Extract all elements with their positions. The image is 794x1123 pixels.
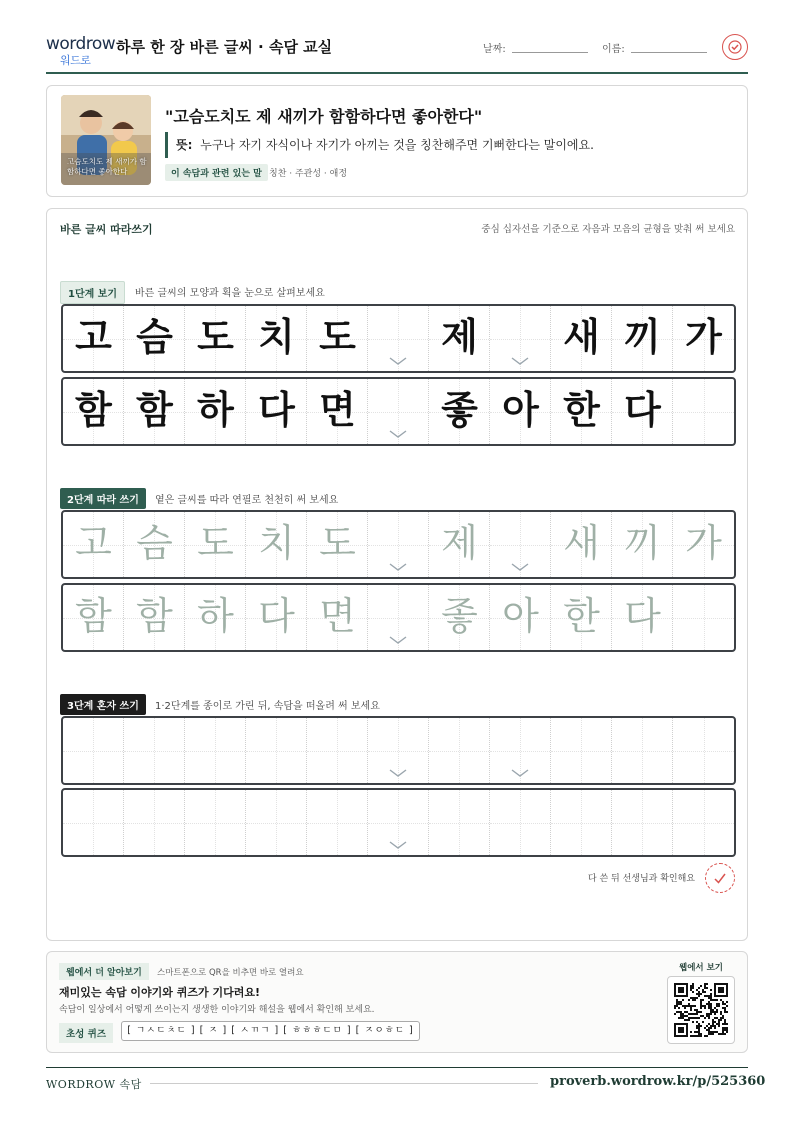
grid-cell[interactable] (185, 512, 246, 577)
grid-cell[interactable] (124, 790, 185, 855)
space-mark-icon (511, 357, 529, 365)
glyph: 좋 (441, 388, 478, 432)
grid-cell (185, 306, 246, 371)
date-label: 날짜: (483, 44, 506, 55)
grid-cell[interactable] (368, 512, 429, 577)
practice-hint: 중심 십자선을 기준으로 자음과 모음의 균형을 맞춰 써 보세요 (481, 224, 735, 235)
grid-cell[interactable] (429, 585, 490, 650)
step2-badge: 2단계 따라 쓰기 (60, 488, 146, 509)
grid-cell (673, 379, 734, 444)
glyph: 슴 (136, 521, 173, 565)
glyph: 도 (319, 315, 356, 359)
grid-cell[interactable] (551, 790, 612, 855)
quiz-badge: 초성 퀴즈 (59, 1023, 113, 1043)
space-mark-icon (389, 636, 407, 644)
proverb-meaning (165, 132, 594, 158)
step3-row-2[interactable] (61, 788, 736, 857)
grid-cell[interactable] (490, 585, 551, 650)
glyph: 한 (563, 594, 600, 638)
glyph: 면 (319, 388, 356, 432)
grid-cell[interactable] (673, 718, 734, 783)
glyph: 아 (502, 594, 539, 638)
glyph: 함 (75, 594, 112, 638)
qr-label: 웹에서 보기 (679, 963, 724, 973)
web-desc: 스마트폰으로 QR을 비추면 바로 열려요 (157, 968, 304, 978)
grid-cell (307, 306, 368, 371)
grid-cell[interactable] (429, 512, 490, 577)
grid-cell (63, 306, 124, 371)
grid-cell[interactable] (551, 512, 612, 577)
name-field[interactable] (631, 52, 707, 53)
grid-cell[interactable] (368, 790, 429, 855)
grid-cell[interactable] (246, 512, 307, 577)
space-mark-icon (389, 841, 407, 849)
glyph: 고 (75, 315, 112, 359)
grid-cell[interactable] (185, 790, 246, 855)
space-mark-icon (389, 357, 407, 365)
teacher-check-note: 다 쓴 뒤 선생님과 확인해요 (587, 874, 695, 884)
grid-cell[interactable] (490, 718, 551, 783)
space-mark-icon (389, 430, 407, 438)
grid-cell (307, 379, 368, 444)
step1-row-2 (61, 377, 736, 446)
logo-subtext: 워드로 (60, 54, 91, 67)
related-tags: 칭찬 · 주관성 · 애정 (269, 169, 348, 179)
glyph: 함 (136, 388, 173, 432)
glyph: 다 (258, 594, 295, 638)
date-field[interactable] (512, 52, 588, 53)
grid-cell (246, 306, 307, 371)
grid-cell[interactable] (551, 585, 612, 650)
grid-cell[interactable] (307, 718, 368, 783)
grid-cell[interactable] (429, 718, 490, 783)
grid-cell (429, 306, 490, 371)
grid-cell[interactable] (612, 718, 673, 783)
glyph: 아 (502, 388, 539, 432)
grid-cell[interactable] (612, 790, 673, 855)
glyph: 도 (197, 315, 234, 359)
grid-cell (551, 379, 612, 444)
glyph: 슴 (136, 315, 173, 359)
name-label: 이름: (602, 44, 625, 55)
grid-cell[interactable] (63, 718, 124, 783)
space-mark-icon (511, 563, 529, 571)
glyph: 하 (197, 594, 234, 638)
step1-desc: 바른 글씨의 모양과 획을 눈으로 살펴보세요 (135, 288, 325, 299)
grid-cell[interactable] (246, 585, 307, 650)
grid-cell[interactable] (124, 512, 185, 577)
grid-cell[interactable] (307, 790, 368, 855)
step2-row-1[interactable] (61, 510, 736, 579)
glyph: 하 (197, 388, 234, 432)
grid-cell[interactable] (185, 718, 246, 783)
grid-cell (612, 306, 673, 371)
teacher-stamp-icon (705, 863, 735, 893)
glyph: 가 (685, 521, 722, 565)
grid-cell[interactable] (185, 585, 246, 650)
web-badge: 웹에서 더 알아보기 (59, 963, 149, 980)
proverb-title: "고슴도치도 제 새끼가 함함하다면 좋아한다" (165, 107, 483, 126)
glyph: 도 (319, 521, 356, 565)
grid-cell[interactable] (124, 718, 185, 783)
glyph: 제 (441, 521, 478, 565)
check-stamp-icon (722, 34, 748, 60)
illustration-caption: 고슴도치도 제 새끼가 함함하다면 좋아한다 (67, 157, 147, 176)
grid-cell[interactable] (63, 790, 124, 855)
step3-row-1[interactable] (61, 716, 736, 785)
grid-cell (673, 306, 734, 371)
glyph: 끼 (624, 521, 661, 565)
grid-cell (490, 379, 551, 444)
promo-desc: 속담이 일상에서 어떻게 쓰이는지 생생한 이야기와 해설을 웹에서 확인해 보세요. (59, 1005, 375, 1015)
glyph: 함 (75, 388, 112, 432)
glyph: 도 (197, 521, 234, 565)
footer-divider (46, 1067, 748, 1068)
grid-cell (490, 306, 551, 371)
grid-cell (185, 379, 246, 444)
glyph: 고 (75, 521, 112, 565)
grid-cell[interactable] (490, 512, 551, 577)
glyph: 가 (685, 315, 722, 359)
grid-cell (551, 306, 612, 371)
practice-section (46, 208, 748, 941)
grid-cell (246, 379, 307, 444)
glyph: 새 (563, 315, 600, 359)
glyph: 끼 (624, 315, 661, 359)
grid-cell (368, 306, 429, 371)
meaning-text: 누구나 자기 자식이나 자기가 아끼는 것을 칭찬해주면 기뻐한다는 말이에요. (200, 138, 594, 152)
grid-cell[interactable] (673, 512, 734, 577)
glyph: 다 (258, 388, 295, 432)
qr-code[interactable] (667, 976, 735, 1044)
step3-desc: 1·2단계를 종이로 가린 뒤, 속담을 떠올려 써 보세요 (155, 701, 380, 712)
grid-cell (612, 379, 673, 444)
glyph: 다 (624, 594, 661, 638)
grid-cell[interactable] (307, 512, 368, 577)
qr-code-icon (674, 983, 728, 1037)
step1-badge: 1단계 보기 (60, 281, 125, 304)
grid-cell[interactable] (246, 790, 307, 855)
grid-cell[interactable] (612, 512, 673, 577)
glyph: 함 (136, 594, 173, 638)
footer-line (150, 1083, 538, 1084)
grid-cell[interactable] (368, 585, 429, 650)
grid-cell[interactable] (551, 718, 612, 783)
glyph: 제 (441, 315, 478, 359)
promo-title: 재미있는 속담 이야기와 퀴즈가 기다려요! (59, 986, 260, 999)
space-mark-icon (389, 563, 407, 571)
grid-cell[interactable] (612, 585, 673, 650)
practice-title: 바른 글씨 따라쓰기 (60, 223, 153, 236)
space-mark-icon (511, 769, 529, 777)
logo (46, 34, 116, 67)
grid-cell (124, 306, 185, 371)
grid-cell[interactable] (246, 718, 307, 783)
related-badge: 이 속담과 관련 있는 말 (165, 164, 268, 181)
grid-cell[interactable] (673, 585, 734, 650)
step3-badge: 3단계 혼자 쓰기 (60, 694, 146, 715)
glyph: 새 (563, 521, 600, 565)
glyph: 치 (258, 315, 295, 359)
grid-cell[interactable] (63, 585, 124, 650)
grid-cell (429, 379, 490, 444)
initial-consonant-quiz: [ ㄱㅅㄷㅊㄷ ] [ ㅈ ] [ ㅅㄲㄱ ] [ ㅎㅎㅎㄷㅁ ] [ ㅈㅇㅎㄷ ] (121, 1021, 420, 1041)
grid-cell[interactable] (429, 790, 490, 855)
glyph: 다 (624, 388, 661, 432)
grid-cell[interactable] (63, 512, 124, 577)
page-title: 하루 한 장 바른 글씨 · 속담 교실 (116, 38, 333, 56)
page-header (46, 30, 748, 74)
space-mark-icon (389, 769, 407, 777)
grid-cell (368, 379, 429, 444)
meaning-label: 뜻: (176, 138, 193, 152)
brand-label: WORDROW 속담 (46, 1078, 142, 1091)
step2-row-2[interactable] (61, 583, 736, 652)
proverb-illustration (61, 95, 151, 185)
glyph: 한 (563, 388, 600, 432)
web-info-card (46, 951, 748, 1053)
grid-cell[interactable] (673, 790, 734, 855)
grid-cell (63, 379, 124, 444)
footer-url[interactable]: proverb.wordrow.kr/p/525360 (550, 1074, 766, 1089)
step2-desc: 옅은 글씨를 따라 연필로 천천히 써 보세요 (155, 495, 339, 506)
proverb-card (46, 85, 748, 197)
grid-cell[interactable] (124, 585, 185, 650)
glyph: 좋 (441, 594, 478, 638)
grid-cell (124, 379, 185, 444)
glyph: 치 (258, 521, 295, 565)
step1-row-1 (61, 304, 736, 373)
grid-cell[interactable] (490, 790, 551, 855)
grid-cell[interactable] (307, 585, 368, 650)
logo-text: wordrow (46, 34, 116, 54)
glyph: 면 (319, 594, 356, 638)
grid-cell[interactable] (368, 718, 429, 783)
